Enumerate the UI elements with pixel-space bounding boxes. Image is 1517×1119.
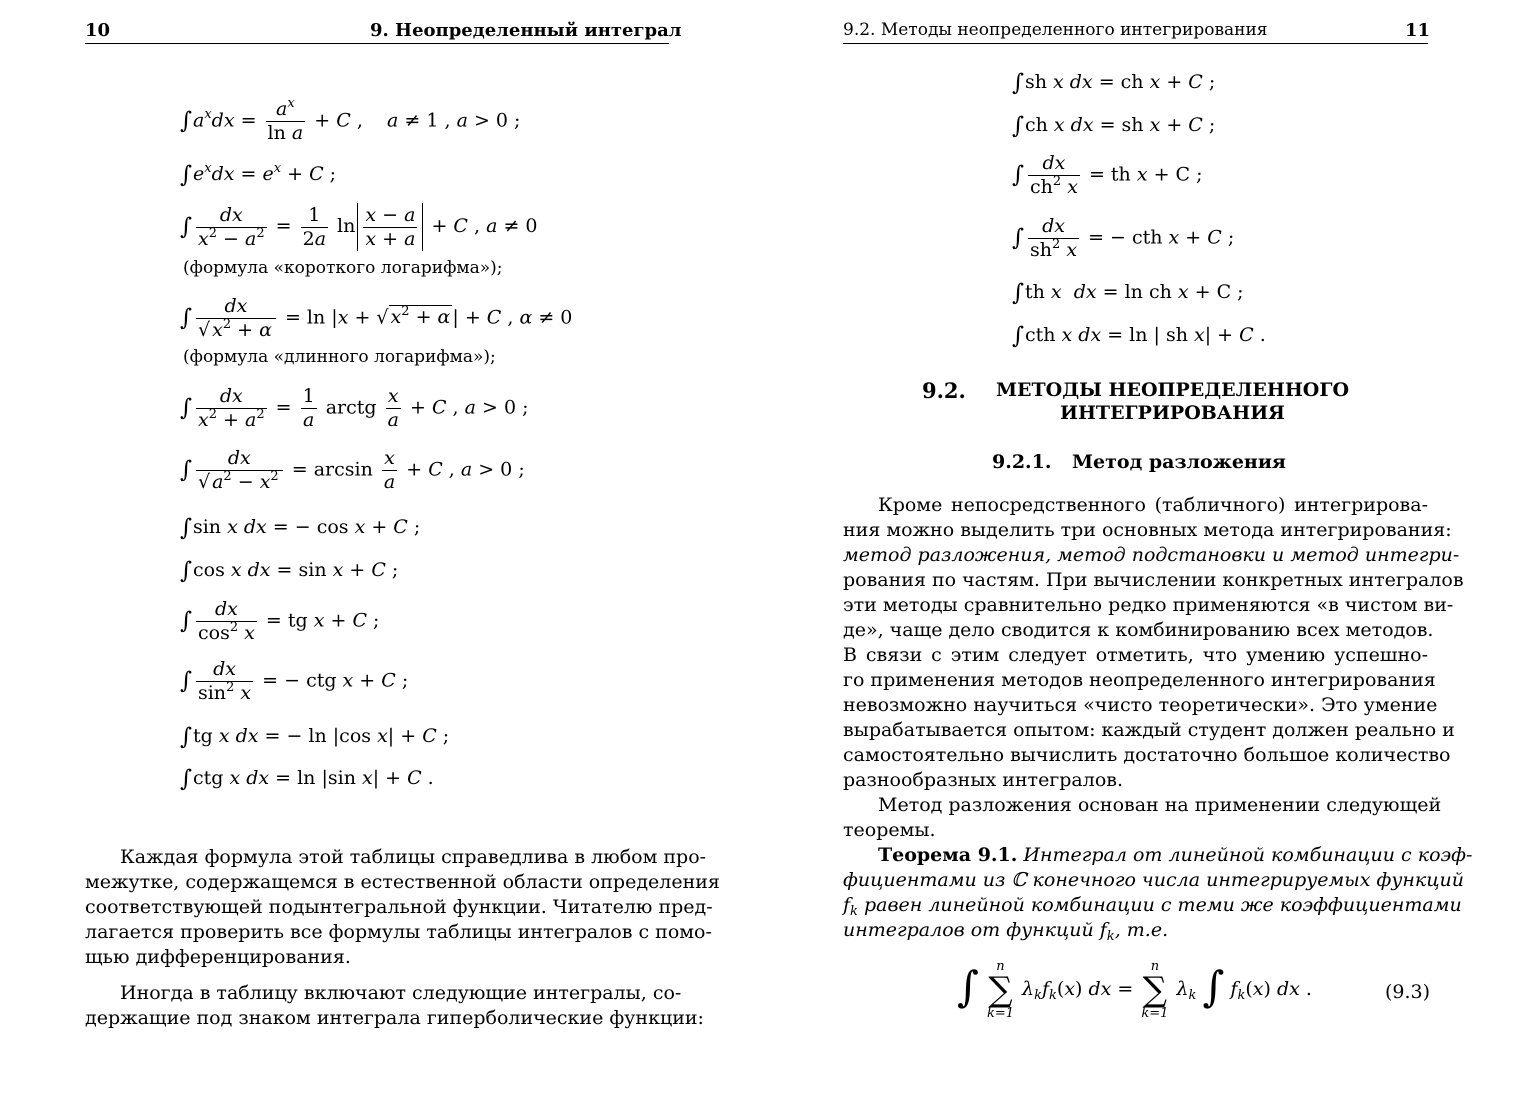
theorem-label: Теорема 9.1.	[878, 844, 1018, 866]
text-line: держащие под знаком интеграла гиперболические функции:	[85, 1007, 704, 1029]
text-line: межутке, содержащемся в естественной области определения	[85, 871, 720, 893]
text-line: самостоятельно вычислить достаточно большое количество	[843, 744, 1451, 766]
formula-th: ∫ $\frac{dx}{ch^2 x}$ = th x + C ;	[1012, 152, 1203, 198]
formula-int-cth: ∫cth x dx = ln | sh x| + C .	[1012, 323, 1266, 349]
text-line: теоремы.	[843, 819, 936, 841]
formula-sin: ∫sin x dx = − cos x + C ;	[180, 515, 421, 541]
note-short-log: (формула «короткого логарифма»);	[183, 258, 503, 278]
formula-arctg: ∫ $\frac{dx}{x^2 + a^2}$ = $\frac{1}{a}$ arctg $\frac{x}{a}$ + C , a > 0 ;	[180, 385, 529, 431]
left-paragraph-1	[85, 845, 720, 970]
formula-short-log: ∫ $\frac{dx}{x^2 - a^2}$ = $\frac{1}{2a}$ ln $\frac{x - a}{x + a}$ + C , a ≠ 0	[180, 203, 538, 250]
text-line: эти методы сравнительно редко применяются «в чистом ви-	[843, 594, 1454, 616]
theorem-line: интегралов от функций $f_k$, т.е.	[843, 919, 1169, 944]
text-line: Иногда в таблицу включают следующие интегралы, со-	[120, 982, 682, 1004]
left-page-number: 10	[85, 20, 111, 41]
formula-sh: ∫sh x dx = ch x + C ;	[1012, 70, 1216, 96]
formula-int-ctg: ∫ctg x dx = ln |sin x| + C .	[180, 766, 434, 792]
theorem-9-1	[843, 843, 1473, 944]
text-line: щью дифференцирования.	[85, 946, 351, 968]
theorem-text: , т.е.	[1114, 919, 1169, 941]
text-line: метод разложения, метод подстановки и метод интегри-	[843, 544, 1460, 566]
formula-long-log: ∫ $\frac{dx}{√ x^2 + \alpha}$ = ln |x + √ $x^2 + \alpha$ | + C , α ≠ 0	[180, 295, 573, 341]
text-line: В связи с этим следует отметить, что умению успешно-	[843, 644, 1428, 666]
equation-9-3: ∫ n ∑ k=1 $\lambda_kf_k(x)$ dx = n ∑ k=1 $\lambda_k$ ∫ $f_k(x)$ dx .	[957, 959, 1312, 1021]
text-line: ния можно выделить три основных метода интегрирования:	[843, 519, 1452, 541]
theorem-text: Интеграл от линейной комбинации с коэф-	[1023, 844, 1473, 866]
section-title	[995, 379, 1350, 425]
section-number: 9.2.	[922, 378, 966, 403]
right-page-number: 11	[1405, 20, 1431, 41]
formula-int-tg: ∫tg x dx = − ln |cos x| + C ;	[180, 724, 450, 750]
text-line: невозможно научиться «чисто теоретически». Это умение	[843, 694, 1438, 716]
right-paragraph-1	[843, 493, 1464, 793]
right-header-rule	[843, 43, 1428, 44]
formula-arcsin: ∫ $\frac{dx}{√ a^2 - x^2}$ = arcsin $\frac{x}{a}$ + C , a > 0 ;	[180, 447, 525, 493]
formula-exp-e: $\int e^xdx = e^x + C$ ;	[180, 161, 337, 188]
left-header-rule	[85, 43, 669, 44]
subsection-number: 9.2.1.	[992, 451, 1052, 473]
subsection-title: Метод разложения	[1072, 451, 1286, 473]
text-line: Метод разложения основан на применении следующей	[878, 794, 1442, 816]
text-line: го применения методов неопределенного интегрирования	[843, 669, 1436, 691]
formula-ch: ∫ch x dx = sh x + C ;	[1012, 113, 1216, 139]
text-line: Кроме непосредственного (табличного) интегрирова-	[878, 494, 1428, 516]
right-running-title: 9.2. Методы неопределенного интегрирования	[843, 20, 1268, 40]
equation-number: (9.3)	[1385, 981, 1431, 1003]
left-paragraph-2	[85, 981, 704, 1031]
theorem-text: равен линейной комбинации с теми же коэффициентами	[863, 894, 1462, 916]
formula-exp-a: $\int a^xdx$ = $\frac{a^x}{\text{ln a}}$ + C , a ≠ 1 , a > 0 ;	[180, 96, 521, 144]
text-line: Каждая формула этой таблицы справедлива в любом про-	[120, 846, 707, 868]
formula-ctg: ∫ $\frac{dx}{\sin^2 x}$ = − ctg x + C ;	[180, 658, 409, 704]
text-line: разнообразных интегралов.	[843, 769, 1123, 791]
right-paragraph-2	[843, 793, 1442, 843]
left-chapter-title: 9. Неопределенный интеграл	[370, 20, 682, 41]
theorem-line: $f_k$ равен линейной комбинации с теми же коэффициентами	[843, 894, 1462, 919]
theorem-line	[843, 843, 1473, 868]
text-line: соответствующей подынтегральной функции. Читателю пред-	[85, 896, 713, 918]
formula-int-th: ∫th x dx = ln ch x + C ;	[1012, 280, 1244, 306]
text-line: де», чаще дело сводится к комбинированию всех методов.	[843, 619, 1434, 641]
theorem-line: фициентами из ℂ конечного числа интегрируемых функций	[843, 869, 1465, 891]
formula-cth: ∫ $\frac{dx}{sh^2 x}$ = − cth x + C ;	[1012, 215, 1235, 261]
formula-cos: ∫cos x dx = sin x + C ;	[180, 558, 399, 584]
note-long-log: (формула «длинного логарифма»);	[183, 347, 496, 367]
text-line: вырабатывается опытом: каждый студент должен реально и	[843, 719, 1455, 741]
theorem-text: интегралов от функций f	[843, 919, 1107, 941]
section-title-line1: МЕТОДЫ НЕОПРЕДЕЛЕННОГО	[995, 379, 1350, 401]
theorem-fk: f	[843, 894, 851, 916]
section-title-line2: ИНТЕГРИРОВАНИЯ	[1060, 402, 1285, 424]
text-line: рования по частям. При вычислении конкретных интегралов	[843, 569, 1464, 591]
text-line: лагается проверить все формулы таблицы интегралов с помо-	[85, 921, 712, 943]
formula-tg: ∫ $\frac{dx}{\cos^2 x}$ = tg x + C ;	[180, 598, 380, 644]
